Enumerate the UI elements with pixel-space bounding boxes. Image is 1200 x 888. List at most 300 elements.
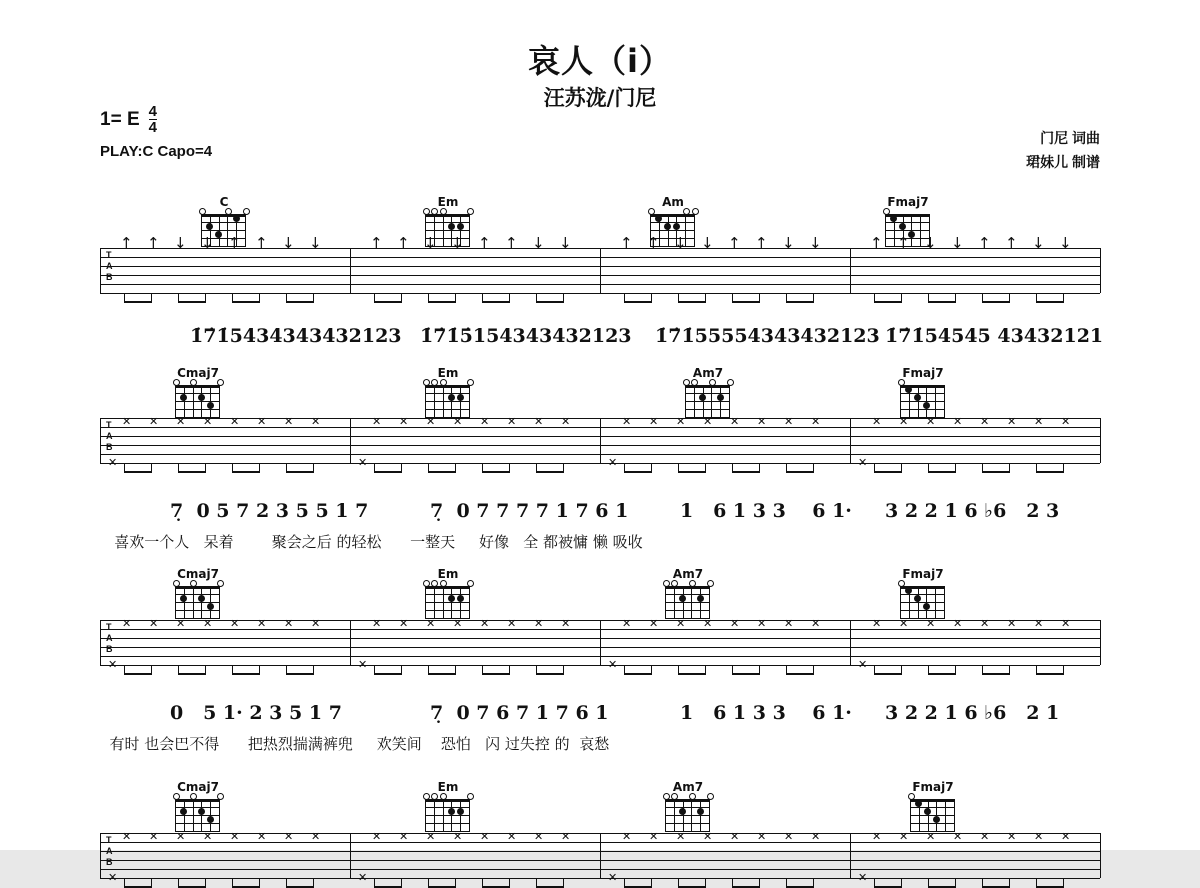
bar-line [850,248,851,293]
note-stem [401,293,402,303]
note-beam [536,301,563,303]
note-beam [536,471,563,473]
note-stem [901,665,902,675]
note-beam [678,301,705,303]
downstroke-arrow-icon: ↓ [951,234,964,252]
mute-strum-mark: ✕ [980,415,990,428]
chord-diagram [420,567,476,621]
time-signature-top: 4 [148,103,157,120]
mute-strum-mark: ✕ [230,830,240,843]
mute-strum-mark: ✕ [426,415,436,428]
upstroke-arrow-icon: ↑ [370,234,383,252]
note-stem [759,293,760,303]
note-stem [705,878,706,888]
note-stem [205,665,206,675]
note-beam [124,471,151,473]
note-stem [313,878,314,888]
mute-strum-mark: ✕ [203,415,213,428]
note-beam [286,673,313,675]
chord-name: Cmaj7 [177,366,219,380]
mute-strum-mark: ✕ [811,830,821,843]
chord-name: Fmaj7 [902,366,944,380]
strumming-pattern [100,236,1100,254]
bar-line [100,248,101,293]
mute-strum-mark: ✕ [811,617,821,630]
notation-measure: 7̣ 0 7 6 7 1 7 6 1 [430,702,609,724]
chord-diagram [660,567,716,621]
mute-strum-mark: ✕ [311,617,321,630]
bar-line [1100,620,1101,665]
mute-strum-mark: ✕ [872,617,882,630]
note-stem [1009,878,1010,888]
mute-strum-mark: ✕ [1034,830,1044,843]
note-stem [151,293,152,303]
note-beam [482,301,509,303]
note-stem [651,463,652,473]
notation-measure: 3 2 2 1 6 ♭6 2 1 [885,702,1060,724]
mute-strum-mark: ✕ [426,617,436,630]
downstroke-arrow-icon: ↓ [674,234,687,252]
mute-strum-mark: ✕ [399,415,409,428]
mute-strum-mark: ✕ [703,617,713,630]
mute-strum-mark: ✕ [1061,830,1071,843]
bar-line [1100,418,1101,463]
mute-strum-mark: ✕ [1061,617,1071,630]
note-beam [732,301,759,303]
downstroke-arrow-icon: ↓ [924,234,937,252]
note-beam [786,673,813,675]
mute-strum-mark: ✕ [230,617,240,630]
note-stem [901,293,902,303]
mute-strum-mark: ✕ [399,617,409,630]
chord-diagram [905,780,961,834]
credit-writer: 门尼 词曲 [1040,130,1100,146]
tab-staff [100,617,1100,672]
note-stem [705,665,706,675]
bar-line [350,248,351,293]
note-stem [509,293,510,303]
upstroke-arrow-icon: ↑ [147,234,160,252]
note-stem [955,665,956,675]
note-stem [759,665,760,675]
note-beam [786,471,813,473]
upstroke-arrow-icon: ↑ [505,234,518,252]
note-beam [232,301,259,303]
bass-mute-mark: ✕ [108,456,118,469]
tab-clef-letters: T A B [106,835,113,867]
tab-staff [100,415,1100,470]
chord-name: Em [437,567,459,581]
mute-strum-mark: ✕ [953,415,963,428]
mute-strum-mark: ✕ [122,830,132,843]
bass-mute-mark: ✕ [608,456,618,469]
note-stem [813,878,814,888]
downstroke-arrow-icon: ↓ [809,234,822,252]
chord-name: Am7 [692,366,724,380]
mute-strum-mark: ✕ [980,830,990,843]
bar-line [350,418,351,463]
note-stem [259,878,260,888]
bar-line [850,418,851,463]
mute-strum-mark: ✕ [1061,415,1071,428]
chord-diagram [170,780,226,834]
note-beam [178,301,205,303]
note-beam [1036,471,1063,473]
note-stem [205,463,206,473]
mute-strum-mark: ✕ [149,617,159,630]
bass-mute-mark: ✕ [358,456,368,469]
mute-strum-mark: ✕ [926,830,936,843]
numbered-notation-row [100,325,1104,357]
mute-strum-mark: ✕ [203,830,213,843]
mute-strum-mark: ✕ [757,415,767,428]
fretboard-grid-icon [685,380,731,420]
note-beam [124,301,151,303]
numbered-notation-row [100,500,1100,532]
mute-strum-mark: ✕ [703,415,713,428]
chord-name: Am7 [672,567,704,581]
bar-line [350,833,351,878]
note-stem [151,665,152,675]
mute-strum-mark: ✕ [149,830,159,843]
note-stem [1009,665,1010,675]
mute-strum-mark: ✕ [1007,830,1017,843]
note-beam [286,301,313,303]
mute-strum-mark: ✕ [899,415,909,428]
mute-strum-mark: ✕ [561,830,571,843]
note-beam [124,673,151,675]
notation-measure: 1̇7̇1̇5̇154343432123 [420,325,632,347]
chord-name: Em [437,366,459,380]
note-stem [1009,293,1010,303]
upstroke-arrow-icon: ↑ [870,234,883,252]
notation-measure: 1̇7̇1̇5434343432123 [190,325,402,347]
notation-measure: 0 5 1· 2 3 5 1 7 [170,702,342,724]
note-beam [286,471,313,473]
chord-name: Fmaj7 [902,567,944,581]
mute-strum-mark: ✕ [1007,617,1017,630]
upstroke-arrow-icon: ↑ [478,234,491,252]
mute-strum-mark: ✕ [811,415,821,428]
bar-line [600,833,601,878]
note-stem [563,293,564,303]
mute-strum-mark: ✕ [176,415,186,428]
mute-strum-mark: ✕ [649,415,659,428]
note-stem [509,665,510,675]
mute-strum-mark: ✕ [507,830,517,843]
bar-line [100,418,101,463]
bass-mute-mark: ✕ [858,658,868,671]
time-signature [148,105,158,136]
mute-strum-mark: ✕ [372,415,382,428]
note-stem [563,665,564,675]
note-stem [151,463,152,473]
mute-strum-mark: ✕ [149,415,159,428]
notation-measure: 1̇7̇1̇54545 43432121 [885,325,1104,347]
fretboard-grid-icon [900,380,946,420]
note-beam [178,471,205,473]
downstroke-arrow-icon: ↓ [451,234,464,252]
mute-strum-mark: ✕ [480,415,490,428]
mute-strum-mark: ✕ [757,617,767,630]
credit-arranger: 珺妹儿 制谱 [1026,154,1100,170]
chord-name: Cmaj7 [177,780,219,794]
note-beam [624,301,651,303]
upstroke-arrow-icon: ↑ [397,234,410,252]
mute-strum-mark: ✕ [311,830,321,843]
note-stem [259,463,260,473]
fretboard-grid-icon [175,581,221,621]
time-signature-bottom: 4 [148,119,157,137]
note-stem [563,878,564,888]
note-stem [651,293,652,303]
chord-name: Fmaj7 [912,780,954,794]
mute-strum-mark: ✕ [230,415,240,428]
fretboard-grid-icon [175,380,221,420]
chord-name: Cmaj7 [177,567,219,581]
tab-clef-letters: T A B [106,250,113,282]
chord-diagram [895,366,951,420]
note-beam [678,471,705,473]
mute-strum-mark: ✕ [453,617,463,630]
note-beam [428,471,455,473]
upstroke-arrow-icon: ↑ [1005,234,1018,252]
note-stem [151,878,152,888]
note-stem [313,293,314,303]
bar-line [1100,833,1101,878]
tab-clef-letters: T A B [106,622,113,654]
note-stem [813,463,814,473]
mute-strum-mark: ✕ [257,617,267,630]
note-stem [759,878,760,888]
upstroke-arrow-icon: ↑ [255,234,268,252]
upstroke-arrow-icon: ↑ [755,234,768,252]
note-stem [205,293,206,303]
bass-mute-mark: ✕ [108,871,118,884]
mute-strum-mark: ✕ [507,415,517,428]
note-stem [259,293,260,303]
note-beam [1036,673,1063,675]
note-stem [901,463,902,473]
note-stem [705,293,706,303]
note-beam [428,301,455,303]
mute-strum-mark: ✕ [507,617,517,630]
note-beam [482,673,509,675]
chord-name: C [219,195,229,209]
bass-mute-mark: ✕ [608,658,618,671]
fretboard-grid-icon [425,581,471,621]
note-stem [813,665,814,675]
fretboard-grid-icon [665,794,711,834]
downstroke-arrow-icon: ↓ [532,234,545,252]
note-beam [928,673,955,675]
note-stem [509,878,510,888]
note-beam [624,673,651,675]
upstroke-arrow-icon: ↑ [728,234,741,252]
chord-name: Em [437,780,459,794]
downstroke-arrow-icon: ↓ [701,234,714,252]
mute-strum-mark: ✕ [534,830,544,843]
mute-strum-mark: ✕ [257,830,267,843]
tab-staff [100,248,1100,300]
mute-strum-mark: ✕ [372,617,382,630]
note-beam [982,301,1009,303]
mute-strum-mark: ✕ [953,830,963,843]
mute-strum-mark: ✕ [311,415,321,428]
mute-strum-mark: ✕ [872,830,882,843]
note-stem [313,463,314,473]
lyrics-line: 有时 也会巴不得 把热烈揣满裤兜 欢笑间 恐怕 闪 过失控 的 哀愁 [100,735,610,753]
bass-mute-mark: ✕ [358,658,368,671]
notation-measure: 1 6 1 3 3 6 1· [680,500,852,522]
note-beam [732,471,759,473]
chord-diagram [170,567,226,621]
chord-name: Fmaj7 [887,195,929,209]
mute-strum-mark: ✕ [122,415,132,428]
chord-diagram [170,366,226,420]
note-stem [455,293,456,303]
fretboard-grid-icon [425,380,471,420]
note-stem [1063,293,1064,303]
note-beam [874,301,901,303]
notation-measure: 3 2 2 1 6 ♭6 2 3 [885,500,1060,522]
chord-diagram [420,366,476,420]
mute-strum-mark: ✕ [1034,415,1044,428]
note-stem [455,878,456,888]
note-beam [786,301,813,303]
bar-line [850,833,851,878]
note-beam [374,301,401,303]
mute-strum-mark: ✕ [730,830,740,843]
chord-diagram [895,567,951,621]
mute-strum-mark: ✕ [730,415,740,428]
mute-strum-mark: ✕ [676,617,686,630]
note-beam [428,673,455,675]
chord-diagram [420,780,476,834]
note-stem [401,463,402,473]
fretboard-grid-icon [900,581,946,621]
tab-clef-letters: T A B [106,420,113,452]
note-beam [874,673,901,675]
mute-strum-mark: ✕ [757,830,767,843]
note-beam [982,673,1009,675]
mute-strum-mark: ✕ [899,617,909,630]
note-stem [313,665,314,675]
bar-line [850,620,851,665]
fretboard-grid-icon [665,581,711,621]
mute-strum-mark: ✕ [703,830,713,843]
note-beam [928,301,955,303]
mute-strum-mark: ✕ [872,415,882,428]
mute-strum-mark: ✕ [622,830,632,843]
bar-line [600,418,601,463]
notation-measure: 1̇7̇1̇55554343432123 [655,325,880,347]
fretboard-grid-icon [910,794,956,834]
note-stem [901,878,902,888]
note-beam [178,673,205,675]
mute-strum-mark: ✕ [480,830,490,843]
note-stem [205,878,206,888]
note-stem [1063,665,1064,675]
upstroke-arrow-icon: ↑ [978,234,991,252]
note-beam [678,673,705,675]
downstroke-arrow-icon: ↓ [174,234,187,252]
note-beam [232,471,259,473]
note-stem [813,293,814,303]
mute-strum-mark: ✕ [622,415,632,428]
chord-diagram [680,366,736,420]
note-stem [955,293,956,303]
mute-strum-mark: ✕ [953,617,963,630]
mute-strum-mark: ✕ [730,617,740,630]
bar-line [350,620,351,665]
mute-strum-mark: ✕ [1034,617,1044,630]
bass-mute-mark: ✕ [608,871,618,884]
note-beam [732,673,759,675]
mute-strum-mark: ✕ [784,415,794,428]
note-beam [374,673,401,675]
upstroke-arrow-icon: ↑ [120,234,133,252]
mute-strum-mark: ✕ [284,415,294,428]
notation-measure: 7̣ 0 5 7 2 3 5 5 1 7 [170,500,369,522]
numbered-notation-row [100,702,1100,734]
note-stem [705,463,706,473]
bar-line [100,833,101,878]
mute-strum-mark: ✕ [284,617,294,630]
note-stem [759,463,760,473]
note-beam [482,471,509,473]
mute-strum-mark: ✕ [372,830,382,843]
fretboard-grid-icon [175,794,221,834]
note-beam [874,471,901,473]
chord-name: Am [662,195,684,209]
note-stem [651,878,652,888]
mute-strum-mark: ✕ [676,415,686,428]
notation-measure: 7̣ 0 7 7 7 7 1 7 6 1 [430,500,629,522]
note-stem [259,665,260,675]
mute-strum-mark: ✕ [257,415,267,428]
mute-strum-mark: ✕ [534,415,544,428]
mute-strum-mark: ✕ [399,830,409,843]
note-stem [509,463,510,473]
mute-strum-mark: ✕ [980,617,990,630]
mute-strum-mark: ✕ [926,617,936,630]
downstroke-arrow-icon: ↓ [1032,234,1045,252]
mute-strum-mark: ✕ [784,830,794,843]
key-signature [100,105,158,136]
note-stem [455,665,456,675]
mute-strum-mark: ✕ [203,617,213,630]
bass-mute-mark: ✕ [108,658,118,671]
downstroke-arrow-icon: ↓ [782,234,795,252]
note-stem [1063,463,1064,473]
note-stem [651,665,652,675]
bass-mute-mark: ✕ [858,871,868,884]
mute-strum-mark: ✕ [561,617,571,630]
lyrics-line: 喜欢一个人 呆着 聚会之后 的轻松 一整天 好像 全 都被慵 懒 吸收 [100,533,643,551]
downstroke-arrow-icon: ↓ [559,234,572,252]
play-capo-line: PLAY:C Capo=4 [100,143,213,160]
note-beam [982,471,1009,473]
note-stem [563,463,564,473]
upstroke-arrow-icon: ↑ [620,234,633,252]
mute-strum-mark: ✕ [622,617,632,630]
bass-mute-mark: ✕ [858,456,868,469]
note-beam [928,471,955,473]
chord-name: Em [437,195,459,209]
artist-subtitle: 汪苏泷/门尼 [543,86,657,110]
notation-measure: 1 6 1 3 3 6 1· [680,702,852,724]
